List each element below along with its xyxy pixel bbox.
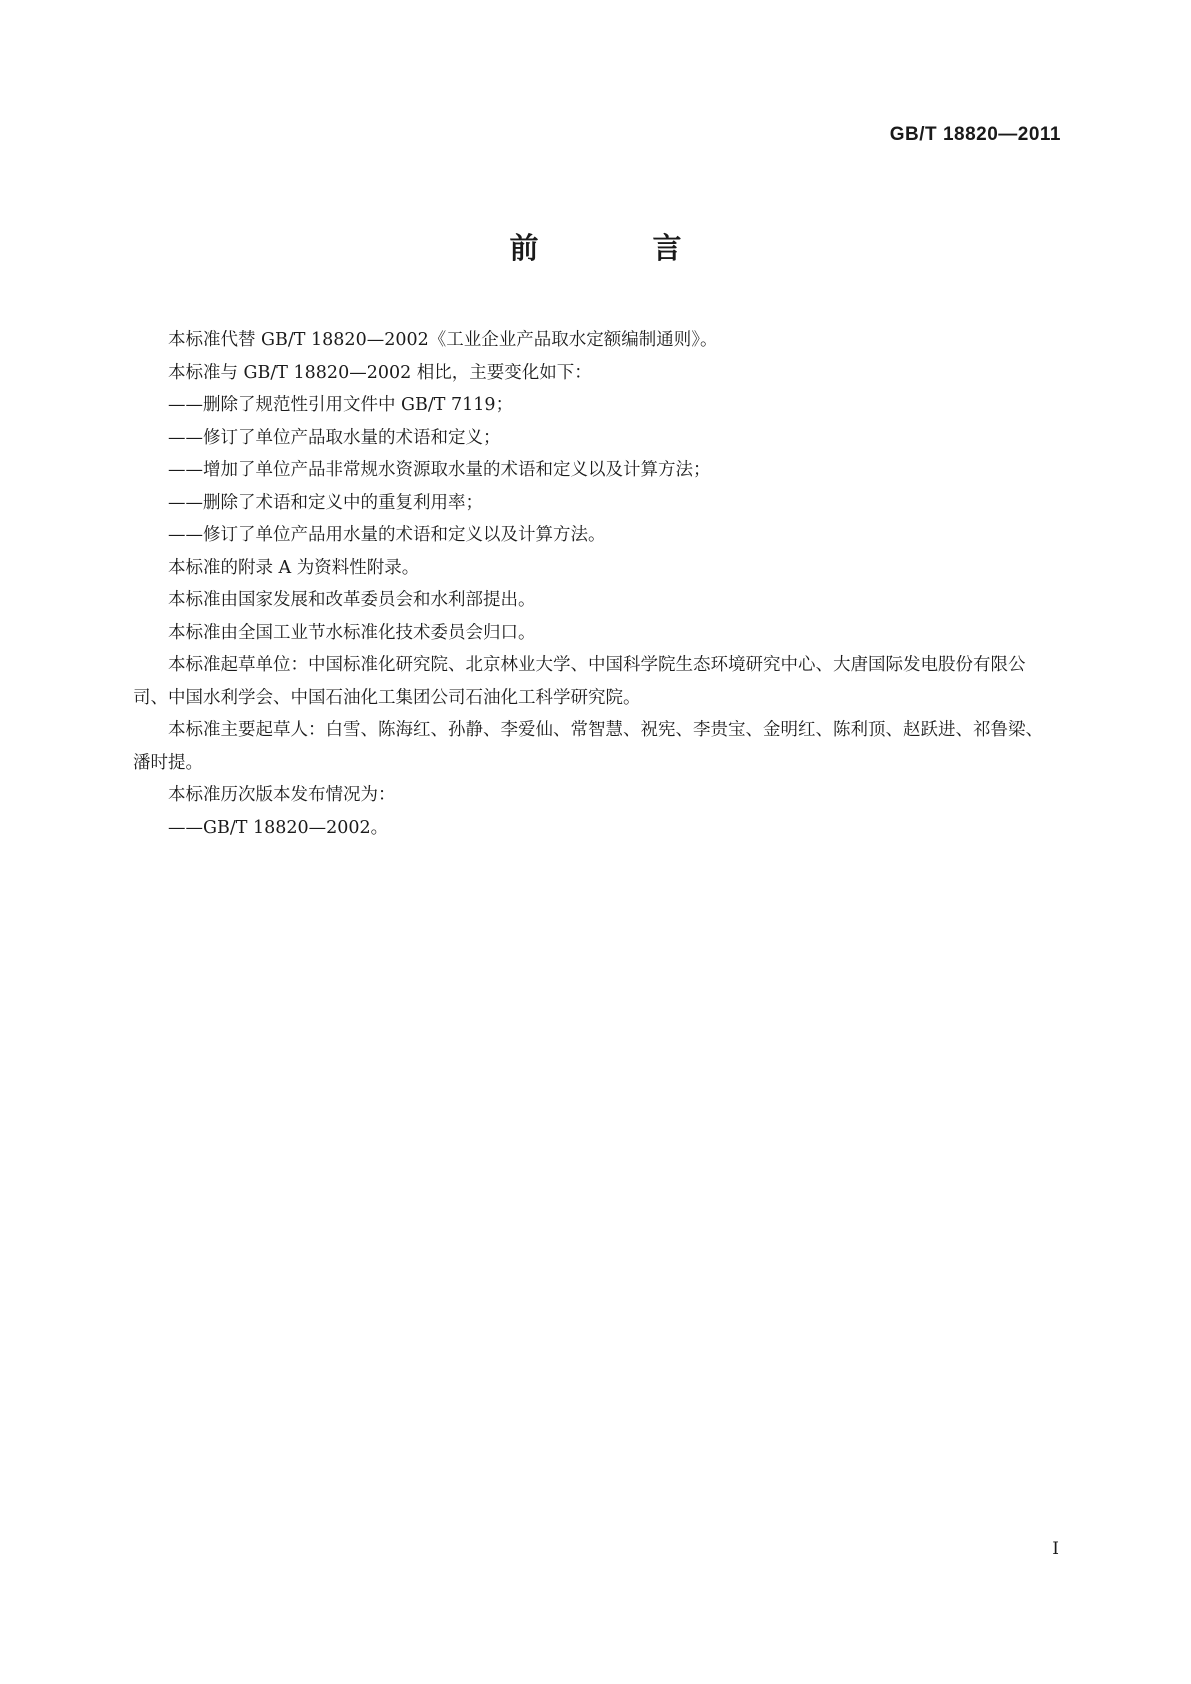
list-item: ——删除了术语和定义中的重复利用率； [168,492,483,513]
standard-code: GB/T 18820—2011 [889,124,1061,145]
paragraph: 本标准历次版本发布情况为： [168,785,396,805]
list-item: ——修订了单位产品用水量的术语和定义以及计算方法。 [168,525,606,545]
foreword-body [133,324,1059,844]
list-item: ——GB/T 18820—2002。 [168,817,389,838]
paragraph: 本标准的附录 A 为资料性附录。 [168,557,420,578]
paragraph: 本标准由全国工业节水标准化技术委员会归口。 [168,622,536,643]
paragraph: 本标准代替 GB/T 18820—2002《工业企业产品取水定额编制通则》。 [168,330,718,350]
paragraph: 本标准与 GB/T 18820—2002 相比，主要变化如下： [168,362,592,383]
list-item: ——增加了单位产品非常规水资源取水量的术语和定义以及计算方法； [168,460,711,480]
list-item: ——修订了单位产品取水量的术语和定义； [168,427,501,448]
paragraph: 本标准起草单位：中国标准化研究院、北京林业大学、中国科学院生态环境研究中心、大唐国际发电股份有限公司、中国水利学会、中国石油化工集团公司石油化工科学研究院。 [133,655,1026,708]
paragraph: 本标准主要起草人：白雪、陈海红、孙静、李爱仙、常智慧、祝宪、李贵宝、金明红、陈利顶、赵跃进、祁鲁梁、潘时提。 [133,720,1043,773]
paragraph: 本标准由国家发展和改革委员会和水利部提出。 [168,590,536,610]
page-title: 前 言 [509,231,734,265]
page-number: I [1052,1539,1059,1559]
list-item: ——删除了规范性引用文件中 GB/T 7119； [168,395,514,415]
